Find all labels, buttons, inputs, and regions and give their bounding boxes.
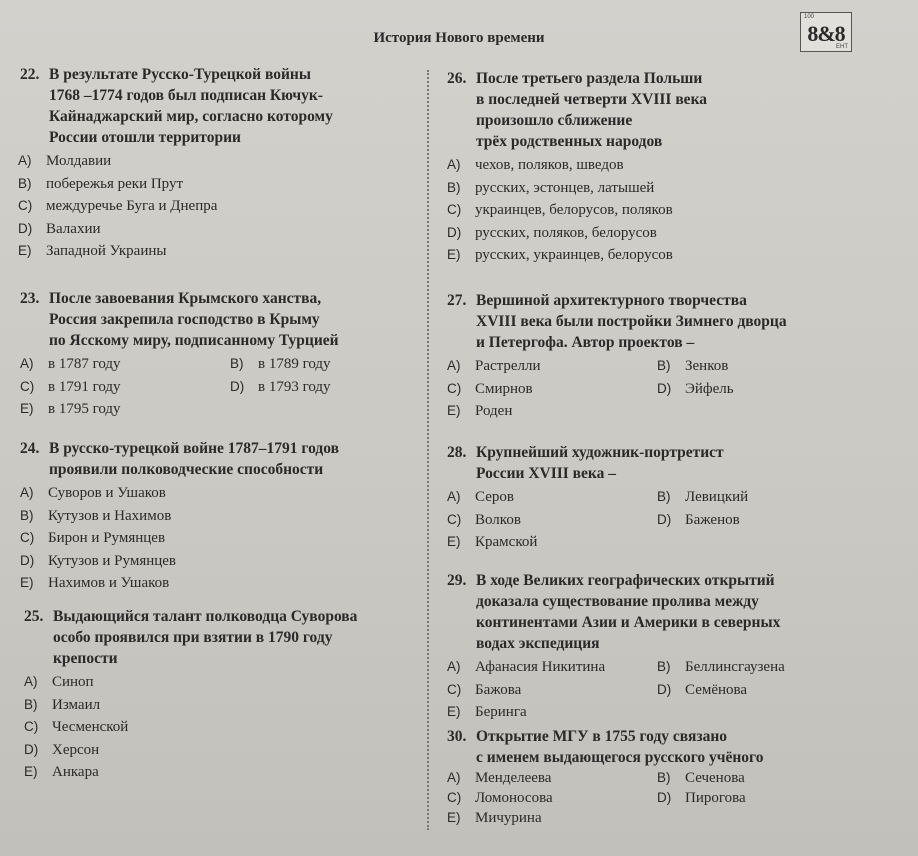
- answer-option[interactable]: B) русских, эстонцев, латышей: [447, 179, 655, 196]
- question-26: [447, 68, 857, 267]
- page-title: История Нового времени: [373, 30, 545, 46]
- answer-option[interactable]: D) Валахии: [18, 220, 101, 237]
- answer-option[interactable]: C) Бирон и Румянцев: [20, 530, 166, 546]
- question-25: [24, 606, 424, 784]
- question-number: 26.: [447, 70, 467, 87]
- answer-option[interactable]: A) Суворов и Ушаков: [20, 485, 166, 501]
- question-24: [20, 438, 420, 595]
- answer-option[interactable]: C) Смирнов: [447, 380, 533, 397]
- question-text: Вершиной архитектурного творчества XVIII века были постройки Зимнего дворца и Петергофа. Автор проектов –: [476, 292, 787, 351]
- answer-option[interactable]: B) в 1789 году: [230, 356, 331, 372]
- answer-option[interactable]: E) русских, украинцев, белорусов: [447, 247, 673, 263]
- answer-option[interactable]: D) Баженов: [657, 511, 740, 528]
- answer-option[interactable]: E) Анкара: [24, 764, 99, 780]
- question-28: [447, 442, 857, 554]
- question-text: После завоевания Крымского ханства, Россия закрепила господство в Крыму по Ясскому миру, подписанному Турцией: [49, 290, 339, 349]
- question-23: [20, 288, 420, 421]
- answer-option[interactable]: D) Семёнова: [657, 681, 748, 698]
- question-number: 28.: [447, 444, 467, 461]
- question-text: Выдающийся талант полководца Суворова особо проявился при взятии в 1790 году крепости: [53, 608, 358, 667]
- answer-option[interactable]: A) Менделеева: [447, 770, 552, 786]
- brand-mark: 8&8: [807, 21, 845, 46]
- answer-option[interactable]: C) Ломоносова: [447, 790, 553, 806]
- answer-option[interactable]: A) в 1787 году: [20, 356, 121, 372]
- question-30: [447, 726, 857, 828]
- answer-option[interactable]: A) чехов, поляков, шведов: [447, 157, 624, 173]
- question-text: После третьего раздела Польши в последней четверти XVIII века произошло сближение трёх родственных народов: [476, 70, 708, 150]
- answer-option[interactable]: A) Серов: [447, 489, 514, 505]
- answer-option[interactable]: C) Чесменской: [24, 719, 129, 735]
- question-number: 22.: [20, 66, 40, 83]
- question-number: 24.: [20, 440, 40, 457]
- answer-option[interactable]: D) Херсон: [24, 741, 100, 758]
- question-number: 29.: [447, 572, 467, 589]
- column-divider: [427, 70, 429, 830]
- question-22: [20, 64, 420, 263]
- question-27: [447, 290, 897, 423]
- answer-option[interactable]: D) Эйфель: [657, 380, 734, 397]
- answer-option[interactable]: B) побережья реки Прут: [18, 175, 184, 192]
- answer-option[interactable]: A) Афанасия Никитина: [447, 659, 606, 675]
- question-number: 23.: [20, 290, 40, 307]
- answer-option[interactable]: B) Зенков: [657, 358, 729, 374]
- answer-option[interactable]: E) Роден: [447, 403, 513, 419]
- answer-option[interactable]: B) Измаил: [24, 696, 101, 713]
- answer-option[interactable]: D) Кутузов и Румянцев: [20, 552, 177, 569]
- answer-option[interactable]: E) Крамской: [447, 534, 538, 550]
- answer-option[interactable]: D) русских, поляков, белорусов: [447, 224, 657, 241]
- question-text: В русско-турецкой войне 1787–1791 годов проявили полководческие способности: [49, 440, 339, 478]
- answer-option[interactable]: C) Волков: [447, 511, 521, 528]
- brand-top-label: 100: [804, 14, 815, 20]
- answer-option[interactable]: D) Пирогова: [657, 790, 746, 806]
- answer-option[interactable]: A) Молдавии: [18, 153, 112, 169]
- answer-option[interactable]: B) Сеченова: [657, 770, 745, 786]
- brand-logo: [800, 12, 852, 52]
- answer-option[interactable]: E) в 1795 году: [20, 401, 121, 417]
- brand-bottom-label: ЕНТ: [836, 44, 848, 50]
- answer-option[interactable]: C) междуречье Буга и Днепра: [18, 198, 218, 214]
- answer-option[interactable]: E) Беринга: [447, 704, 527, 720]
- answer-option[interactable]: B) Кутузов и Нахимов: [20, 507, 172, 524]
- answer-option[interactable]: E) Мичурина: [447, 810, 542, 826]
- question-number: 30.: [447, 728, 467, 745]
- answer-option[interactable]: E) Нахимов и Ушаков: [20, 575, 170, 591]
- question-number: 27.: [447, 292, 467, 309]
- answer-option[interactable]: A) Синоп: [24, 674, 94, 690]
- question-text: Крупнейший художник-портретист России XVIII века –: [476, 444, 724, 482]
- answer-option[interactable]: C) украинцев, белорусов, поляков: [447, 202, 673, 218]
- question-text: В результате Русско-Турецкой войны 1768 –1774 годов был подписан Кючук- Кайнаджарский мир, согласно которому России отошли территории: [49, 66, 333, 146]
- answer-option[interactable]: D) в 1793 году: [230, 378, 331, 395]
- question-29: [447, 570, 907, 724]
- answer-option[interactable]: E) Западной Украины: [18, 243, 167, 259]
- question-text: В ходе Великих географических открытий доказала существование пролива между континентами Азии и Америки в северных водах экспедиция: [476, 572, 781, 652]
- answer-option[interactable]: B) Беллинсгаузена: [657, 659, 785, 675]
- question-number: 25.: [24, 608, 44, 625]
- question-text: Открытие МГУ в 1755 году связано с именем выдающегося русского учёного: [476, 728, 764, 766]
- answer-option[interactable]: A) Растрелли: [447, 358, 541, 374]
- answer-option[interactable]: B) Левицкий: [657, 489, 749, 505]
- answer-option[interactable]: C) в 1791 году: [20, 378, 121, 395]
- answer-option[interactable]: C) Бажова: [447, 681, 522, 698]
